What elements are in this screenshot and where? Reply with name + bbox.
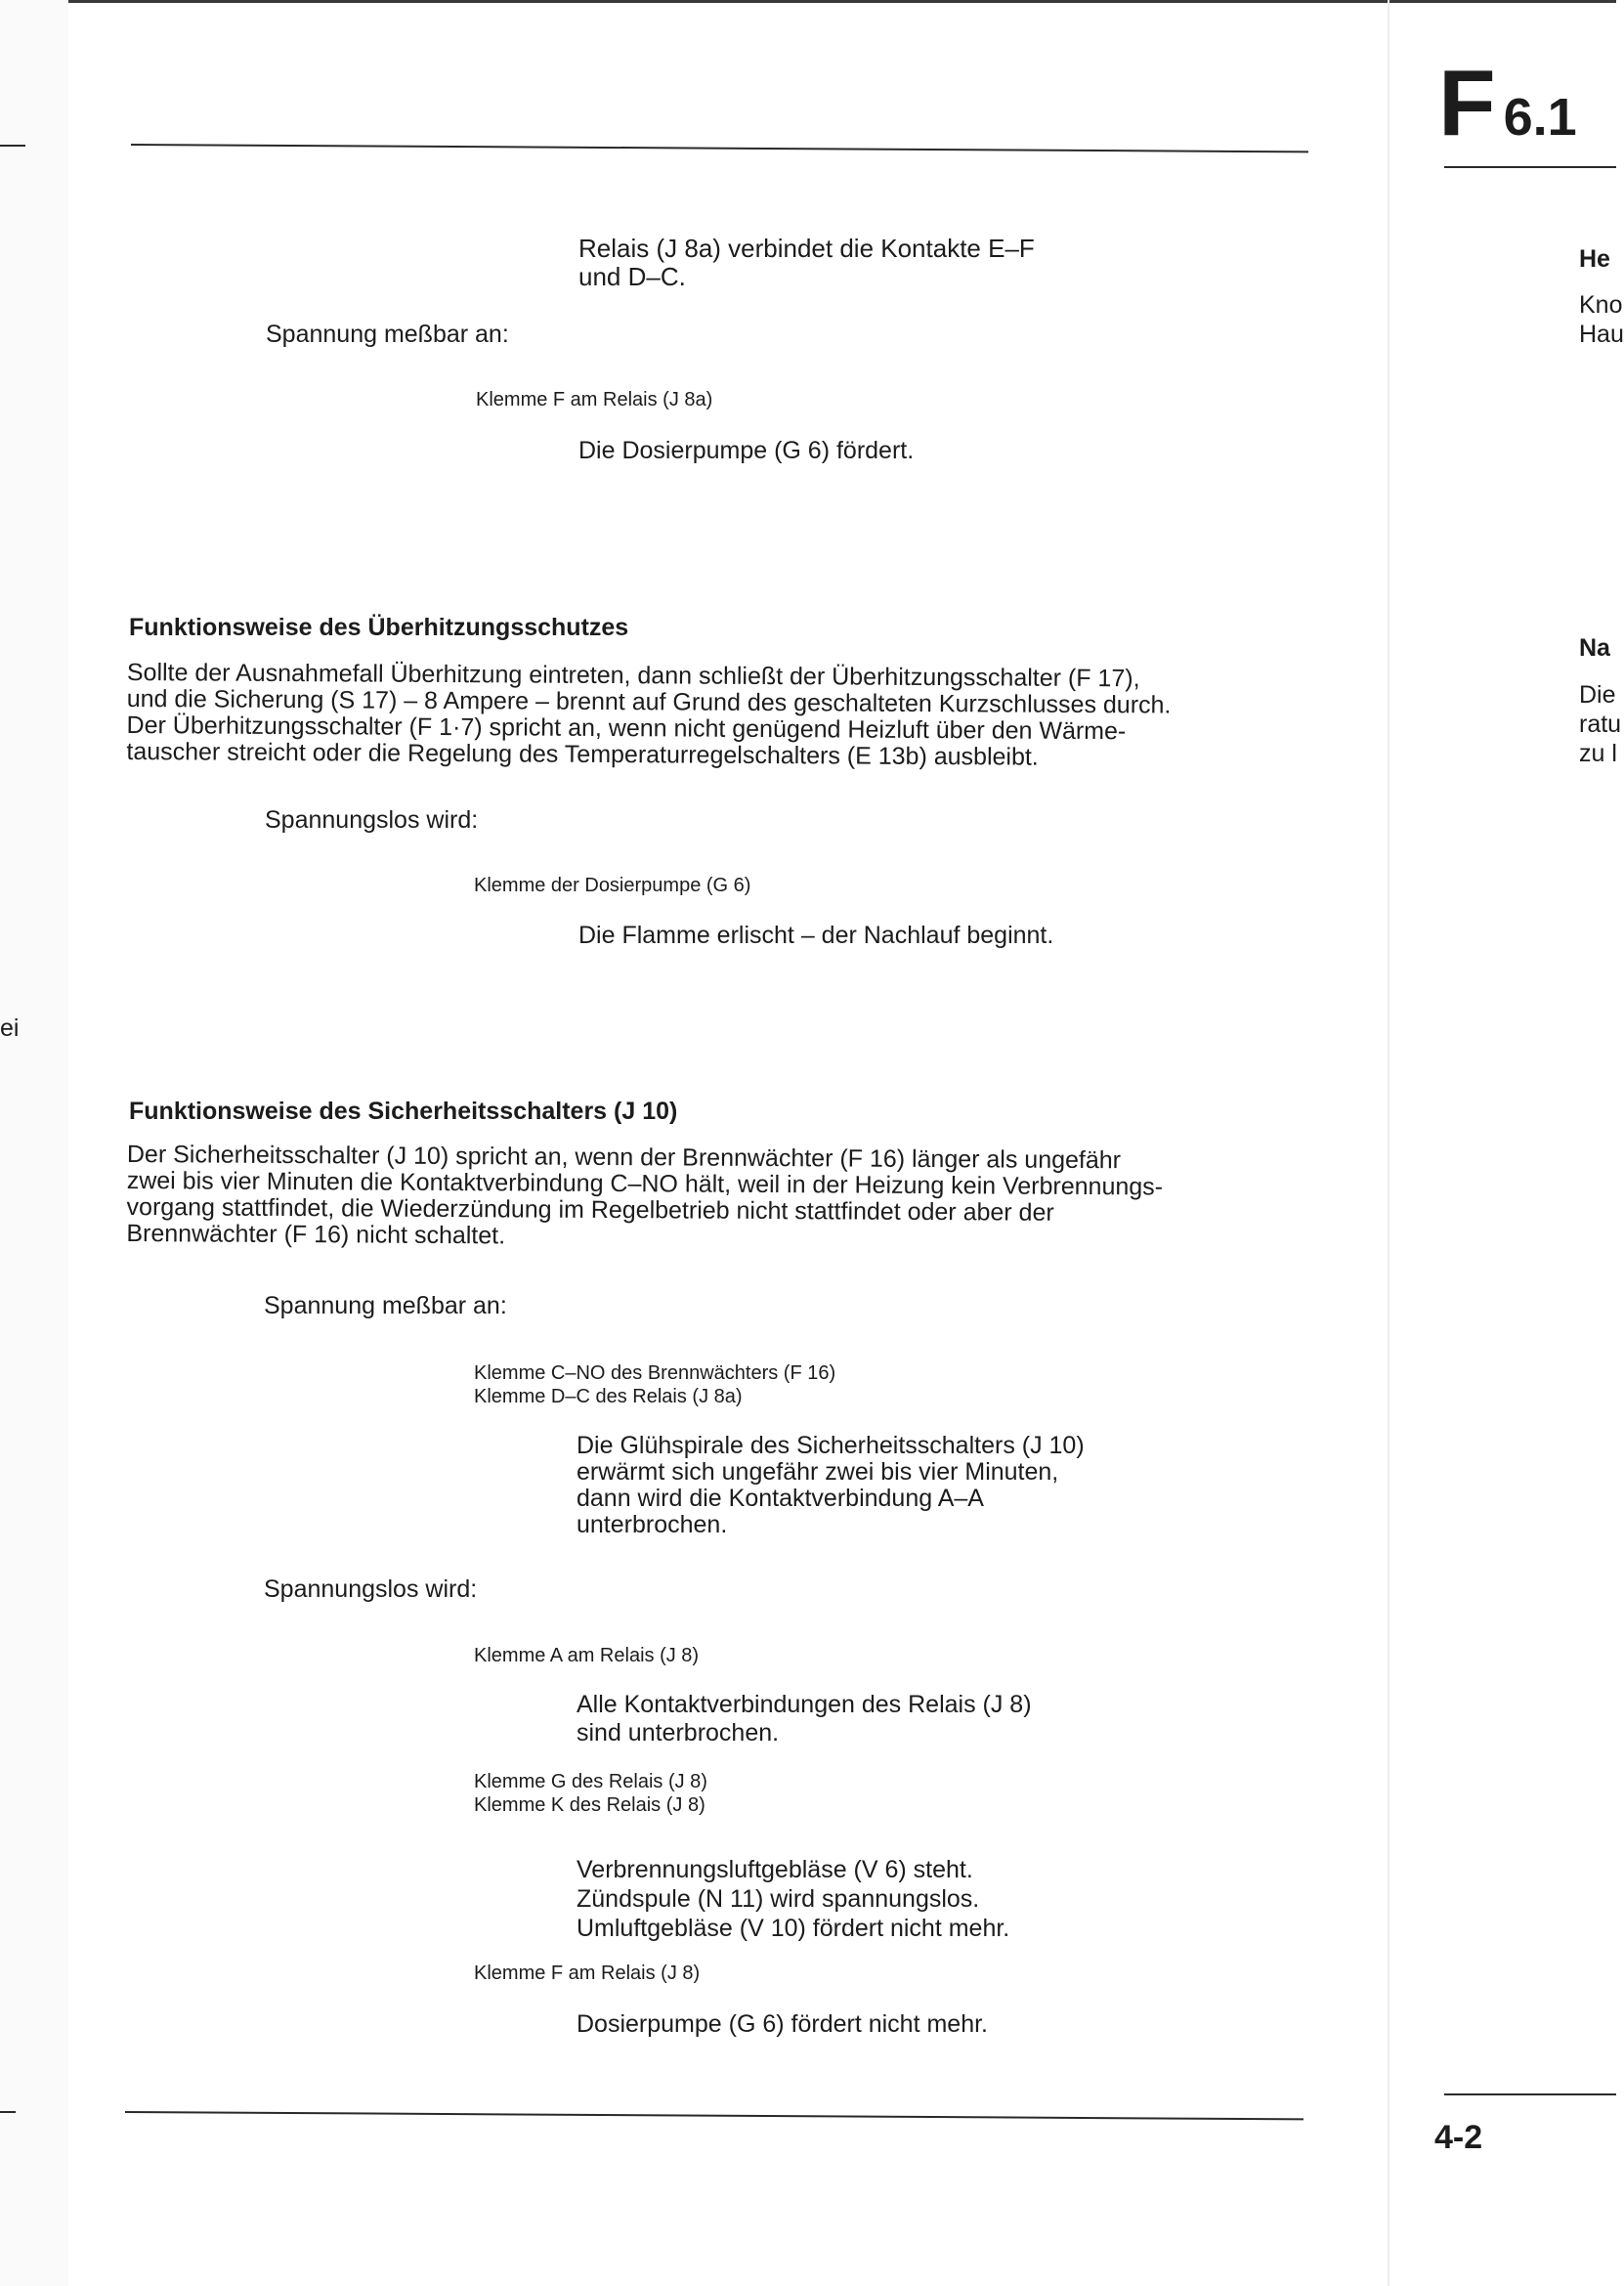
text-line: sind unterbrochen.: [577, 1719, 780, 1747]
left-margin-rule-bottom: [0, 2111, 16, 2113]
result-text: [577, 1691, 1032, 1747]
klemme-label: Klemme G des Relais (J 8): [474, 1771, 707, 1792]
footer-rule: [125, 2111, 1303, 2120]
relais-paragraph: [578, 235, 1035, 291]
left-margin-rule-top: [0, 145, 25, 147]
text-line: dann wird die Kontaktverbindung A–A: [577, 1485, 984, 1512]
page-fold: [1388, 0, 1389, 2286]
klemme-label: Klemme K des Relais (J 8): [474, 1794, 705, 1816]
text-line: Die Glühspirale des Sicherheitsschalters (J 10): [577, 1432, 1085, 1459]
text-line: unterbrochen.: [577, 1511, 728, 1538]
klemme-label: Klemme D–C des Relais (J 8a): [474, 1386, 743, 1407]
klemme-label: Klemme A am Relais (J 8): [474, 1645, 700, 1666]
right-fragment-3: Hau: [1579, 321, 1624, 348]
text-line: Umluftgebläse (V 10) fördert nicht mehr.: [577, 1915, 1010, 1942]
text-line: Relais (J 8a) verbindet die Kontakte E–F: [578, 234, 1035, 263]
spannungslos-label: Spannungslos wird:: [264, 1575, 478, 1603]
section-heading: Funktionsweise des Sicherheitsschalters (J 10): [129, 1098, 678, 1125]
spannung-label: Spannung meßbar an:: [264, 1292, 507, 1319]
spannungslos-label: Spannungslos wird:: [265, 806, 479, 834]
right-fragment-6: ratu: [1579, 711, 1622, 738]
spannung-label: Spannung meßbar an:: [266, 321, 509, 348]
header-rule: [131, 144, 1308, 152]
text-line: erwärmt sich ungefähr zwei bis vier Minuten,: [577, 1458, 1059, 1486]
text-line: Verbrennungsluftgebläse (V 6) steht.: [577, 1856, 973, 1883]
section-paragraph: [126, 1142, 1163, 1253]
text-line: Sollte der Ausnahmefall Überhitzung eintreten, dann schließt der Überhitzungsschalter (F 17),: [126, 659, 1140, 693]
text-line: Alle Kontaktverbindungen des Relais (J 8): [577, 1691, 1032, 1718]
right-fragment-1: He: [1579, 245, 1610, 273]
klemme-group: [474, 1361, 835, 1408]
klemme-label: Klemme der Dosierpumpe (G 6): [474, 875, 751, 896]
text-line: tauscher streicht oder die Regelung des Temperaturregelschalters (E 13b) ausbleibt.: [126, 737, 1039, 771]
result-text: Die Flamme erlischt – der Nachlauf beginnt.: [578, 922, 1054, 949]
chapter-number: 6.1: [1503, 88, 1577, 147]
text-line: und die Sicherung (S 17) – 8 Ampere – brennt auf Grund des geschalteten Kurzschlusses durch.: [126, 684, 1172, 719]
result-text: Dosierpumpe (G 6) fördert nicht mehr.: [577, 2010, 988, 2038]
right-fragment-7: zu l: [1579, 740, 1617, 767]
result-text: Die Dosierpumpe (G 6) fördert.: [578, 437, 915, 464]
text-line: und D–C.: [578, 262, 686, 291]
text-line: zwei bis vier Minuten die Kontaktverbindung C–NO hält, weil in der Heizung kein Verbrennungs-: [126, 1166, 1164, 1201]
klemme-group: [474, 1770, 707, 1817]
section-heading: Funktionsweise des Überhitzungsschutzes: [129, 614, 629, 641]
scan-top-edge: [0, 0, 1616, 3]
text-line: vorgang stattfindet, die Wiederzündung im Regelbetrieb nicht stattfindet oder aber der: [126, 1192, 1054, 1227]
klemme-label: Klemme F am Relais (J 8): [474, 1963, 701, 1984]
klemme-label: Klemme C–NO des Brennwächters (F 16): [474, 1362, 836, 1384]
chapter-marker: [1438, 51, 1577, 155]
result-text: [577, 1433, 1085, 1538]
right-fragment-4: Na: [1579, 634, 1610, 662]
left-page-edge: [0, 0, 68, 2286]
chapter-letter: F: [1438, 51, 1494, 155]
text-line: Der Überhitzungsschalter (F 1·7) spricht an, wenn nicht genügend Heizluft über den Wärme-: [126, 711, 1127, 746]
text-line: Brennwächter (F 16) nicht schaltet.: [126, 1219, 506, 1250]
section-paragraph: [126, 660, 1171, 772]
page-number: 4-2: [1434, 2119, 1483, 2156]
right-footer-rule: [1444, 2093, 1616, 2095]
klemme-label: Klemme F am Relais (J 8a): [476, 389, 713, 410]
right-header-rule: [1444, 166, 1616, 168]
text-line: Zündspule (N 11) wird spannungslos.: [577, 1885, 980, 1913]
text-line: Der Sicherheitsschalter (J 10) spricht an, wenn der Brennwächter (F 16) länger als ungefähr: [126, 1141, 1122, 1175]
left-margin-fragment: ei: [0, 1014, 20, 1042]
result-text: [577, 1855, 1009, 1943]
right-fragment-2: Kno: [1579, 291, 1623, 319]
right-fragment-5: Die: [1579, 681, 1616, 709]
